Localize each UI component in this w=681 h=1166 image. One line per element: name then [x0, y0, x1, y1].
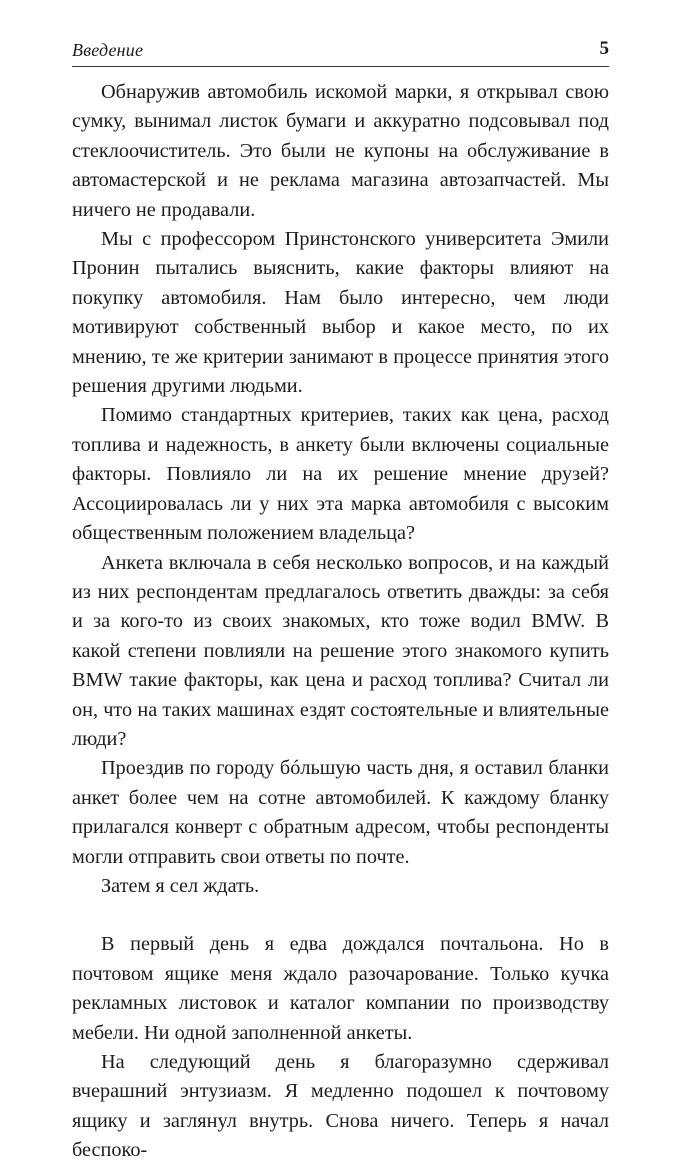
paragraph: Затем я сел ждать. [101, 874, 260, 897]
paragraph: Обнаружив автомобиль искомой марки, я открывал свою сумку, вынимал листок бумаги и аккуратно подсовывал под стеклоочиститель. Это были не купоны на обслуживание в автомастерской и не реклама магазина автозапчастей. Мы ничего не продавали. [72, 81, 609, 221]
body-text [72, 78, 609, 1166]
paragraph: Анкета включала в себя несколько вопросов, и на каждый из них респондентам предлагалось ответить дважды: за себя и за кого-то из своих знакомых, кто тоже водил BMW. В какой степени повлияли на решение этого знакомого купить BMW такие факторы, как цена и расход топлива? Считал ли он, что на таких машинах ездят состоятельные и влиятельные люди? [72, 551, 609, 750]
paragraph: Помимо стандартных критериев, таких как цена, расход топлива и надежность, в анкету были включены социальные факторы. Повлияло ли на их решение мнение друзей? Ассоциировалась ли у них эта марка автомобиля с высоким общественным положением владельца? [72, 404, 609, 545]
paragraph: На следующий день я благоразумно сдерживал вчерашний энтузиазм. Я медленно подошел к почтовому ящику и заглянул внутрь. Снова ничего. Теперь я начал беспоко- [72, 1051, 609, 1162]
paragraph: Мы с профессором Принстонского университета Эмили Пронин пытались выяснить, какие факторы влияют на покупку автомобиля. Нам было интересно, чем люди мотивируют собственный выбор и какое место, по их мнению, те же критерии занимают в процессе принятия этого решения другими людьми. [72, 228, 609, 398]
paragraph: В первый день я едва дождался почтальона. Но в почтовом ящике меня ждало разочарование. Только кучка рекламных листовок и каталог компании по производству мебели. Ни одной заполненной анкеты. [72, 933, 609, 1044]
running-header [72, 38, 609, 67]
section-break [72, 901, 609, 930]
section-title: Введение [72, 40, 144, 60]
page-number: 5 [599, 38, 609, 59]
paragraph: Проездив по городу бóльшую часть дня, я оставил бланки анкет более чем на сотне автомобилей. К каждому бланку прилагался конверт с обратным адресом, чтобы респонденты могли отправить свои ответы по почте. [72, 757, 609, 868]
